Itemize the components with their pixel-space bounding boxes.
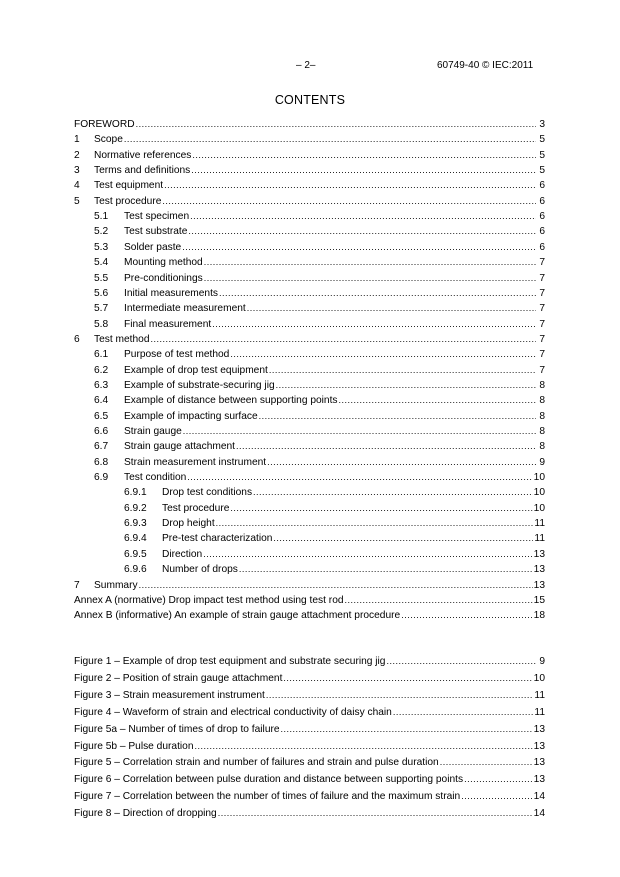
toc-page-number: 6 xyxy=(539,226,545,238)
toc-number: 6.9.4 xyxy=(124,533,147,545)
toc-entry[interactable] xyxy=(74,439,545,453)
toc-dot-leader xyxy=(236,439,536,453)
toc-number: 6.9.2 xyxy=(124,502,147,514)
toc-label: Test method xyxy=(94,333,150,345)
toc-number: 5.4 xyxy=(94,257,109,269)
figure-label: Figure 7 – Correlation between the number of times of failure and the maximum strain xyxy=(74,791,461,803)
toc-dot-leader xyxy=(230,501,532,515)
toc-dot-leader xyxy=(269,363,536,377)
toc-entry[interactable] xyxy=(74,117,545,131)
toc-dot-leader xyxy=(188,224,536,238)
toc-label: Drop height xyxy=(162,518,215,530)
toc-entry[interactable] xyxy=(74,163,545,177)
toc-page-number: 7 xyxy=(539,318,545,330)
toc-entry[interactable] xyxy=(74,501,545,515)
figure-dot-leader xyxy=(195,739,533,753)
figure-page-number: 13 xyxy=(533,757,545,769)
toc-entry[interactable] xyxy=(74,516,545,530)
toc-page-number: 8 xyxy=(539,410,545,422)
toc-number: 5.5 xyxy=(94,272,109,284)
toc-dot-leader xyxy=(192,148,536,162)
toc-dot-leader xyxy=(162,194,536,208)
toc-label: Normative references xyxy=(94,149,192,161)
toc-page-number: 10 xyxy=(533,487,545,499)
toc-entry[interactable] xyxy=(74,271,545,285)
toc-number: 6 xyxy=(74,333,80,345)
toc-page-number: 5 xyxy=(539,149,545,161)
toc-dot-leader xyxy=(190,209,536,223)
toc-entry[interactable] xyxy=(74,332,545,346)
toc-dot-leader xyxy=(253,485,533,499)
toc-entry[interactable] xyxy=(74,485,545,499)
toc-entry[interactable] xyxy=(74,178,545,192)
figure-label: Figure 5b – Pulse duration xyxy=(74,740,194,752)
toc-dot-leader xyxy=(401,608,532,622)
figure-entry[interactable] xyxy=(74,654,545,668)
toc-number: 5.1 xyxy=(94,211,109,223)
figure-page-number: 13 xyxy=(533,723,545,735)
toc-label: Example of impacting surface xyxy=(124,410,258,422)
toc-label: Test equipment xyxy=(94,180,164,192)
figure-page-number: 10 xyxy=(533,672,545,684)
toc-number: 6.9.5 xyxy=(124,548,147,560)
figure-page-number: 13 xyxy=(533,774,545,786)
figure-page-number: 14 xyxy=(533,808,545,820)
toc-label: Direction xyxy=(162,548,203,560)
figure-label: Figure 3 – Strain measurement instrument xyxy=(74,689,265,701)
toc-label: Strain gauge attachment xyxy=(124,441,236,453)
toc-page-number: 7 xyxy=(539,364,545,376)
toc-label: Summary xyxy=(94,579,138,591)
toc-page-number: 8 xyxy=(539,395,545,407)
toc-label: Solder paste xyxy=(124,241,182,253)
toc-number: 6.9.1 xyxy=(124,487,147,499)
toc-dot-leader xyxy=(164,178,536,192)
figure-dot-leader xyxy=(386,654,536,668)
toc-dot-leader xyxy=(183,424,536,438)
toc-page-number: 8 xyxy=(539,441,545,453)
toc-dot-leader xyxy=(259,409,536,423)
toc-number: 6.9.3 xyxy=(124,518,147,530)
figure-page-number: 11 xyxy=(534,706,545,718)
figure-dot-leader xyxy=(393,705,534,719)
toc-entry[interactable] xyxy=(74,224,545,238)
toc-label: Test procedure xyxy=(94,195,162,207)
toc-number: 6.6 xyxy=(94,426,109,437)
figure-dot-leader xyxy=(283,671,532,685)
toc-label: Example of drop test equipment xyxy=(124,364,268,376)
toc-page-number: 9 xyxy=(539,456,545,468)
toc-number: 6.1 xyxy=(94,349,109,361)
toc-label: Test condition xyxy=(124,472,187,484)
toc-number: 5.8 xyxy=(94,318,109,330)
toc-label: Annex B (informative) An example of strain gauge attachment procedure xyxy=(74,610,401,622)
toc-entry[interactable] xyxy=(74,578,545,592)
toc-dot-leader xyxy=(216,516,534,530)
toc-dot-leader xyxy=(204,255,536,269)
figure-page-number: 11 xyxy=(534,689,545,701)
toc-page-number: 6 xyxy=(539,211,545,223)
toc-page-number: 10 xyxy=(533,472,545,484)
figure-label: Figure 5 – Correlation strain and number of failures and strain and pulse duration xyxy=(74,757,439,769)
standard-reference: 60749-40 © IEC:2011 xyxy=(437,60,534,71)
toc-number: 6.7 xyxy=(94,441,109,453)
toc-label: Strain gauge xyxy=(124,426,182,437)
toc-dot-leader xyxy=(219,286,536,300)
toc-label: Scope xyxy=(94,134,123,146)
toc-label: Test specimen xyxy=(124,211,190,223)
figure-dot-leader xyxy=(440,755,533,769)
toc-page-number: 15 xyxy=(533,594,545,606)
toc-label: Example of distance between supporting points xyxy=(124,395,338,407)
running-header xyxy=(0,60,620,76)
toc-label: Annex A (normative) Drop impact test method using test rod xyxy=(74,594,344,606)
figure-label: Figure 1 – Example of drop test equipment and substrate securing jig xyxy=(74,656,386,667)
toc-dot-leader xyxy=(191,163,536,177)
toc-dot-leader xyxy=(204,271,536,285)
toc-entry[interactable] xyxy=(74,424,545,438)
toc-page-number: 10 xyxy=(533,502,545,514)
page-number: – 2– xyxy=(296,60,316,71)
figure-page-number: 14 xyxy=(533,791,545,803)
toc-number: 2 xyxy=(74,149,80,161)
figure-entry[interactable] xyxy=(74,772,545,786)
figure-label: Figure 5a – Number of times of drop to failure xyxy=(74,723,280,735)
toc-entry[interactable] xyxy=(74,301,545,315)
toc-page-number: 13 xyxy=(533,548,545,560)
toc-dot-leader xyxy=(151,332,537,346)
toc-dot-leader xyxy=(212,317,536,331)
toc-label: Drop test conditions xyxy=(162,487,253,499)
toc-entry[interactable] xyxy=(74,547,545,561)
toc-dot-leader xyxy=(239,562,533,576)
toc-page-number: 7 xyxy=(539,272,545,284)
toc-number: 6.9 xyxy=(94,472,109,484)
toc-page-number: 5 xyxy=(539,165,545,177)
figure-entry[interactable] xyxy=(74,705,545,719)
toc-number: 3 xyxy=(74,165,80,177)
toc-dot-leader xyxy=(203,547,532,561)
toc-label: Final measurement xyxy=(124,318,212,330)
figure-page-number: 13 xyxy=(533,740,545,752)
toc-dot-leader xyxy=(136,117,536,131)
toc-entry[interactable] xyxy=(74,286,545,300)
figure-entry[interactable] xyxy=(74,722,545,736)
toc-number: 4 xyxy=(74,180,80,192)
toc-page-number: 7 xyxy=(539,333,545,345)
toc-page-number: 3 xyxy=(539,119,545,130)
figure-dot-leader xyxy=(464,772,533,786)
toc-entry[interactable] xyxy=(74,378,545,392)
toc-dot-leader xyxy=(339,393,536,407)
figure-label: Figure 8 – Direction of dropping xyxy=(74,808,217,820)
figure-entry[interactable] xyxy=(74,806,545,820)
figure-entry[interactable] xyxy=(74,789,545,803)
toc-entry[interactable] xyxy=(74,240,545,254)
figure-dot-leader xyxy=(461,789,532,803)
toc-label: Purpose of test method xyxy=(124,349,230,361)
toc-number: 5.2 xyxy=(94,226,109,238)
toc-label: Intermediate measurement xyxy=(124,303,246,315)
toc-label: Example of substrate-securing jig xyxy=(124,379,275,391)
toc-number: 6.8 xyxy=(94,456,109,468)
toc-entry[interactable] xyxy=(74,608,545,622)
toc-number: 1 xyxy=(74,134,80,146)
figure-dot-leader xyxy=(218,806,533,820)
toc-page-number: 6 xyxy=(539,241,545,253)
toc-label: Test substrate xyxy=(124,226,188,238)
toc-page-number: 8 xyxy=(539,426,545,437)
toc-entry[interactable] xyxy=(74,531,545,545)
toc-dot-leader xyxy=(276,378,536,392)
figure-entry[interactable] xyxy=(74,671,545,685)
toc-label: Pre-test characterization xyxy=(162,533,273,545)
toc-entry[interactable] xyxy=(74,470,545,484)
toc-page-number: 6 xyxy=(539,195,545,207)
figure-label: Figure 6 – Correlation between pulse duration and distance between supporting points xyxy=(74,774,464,786)
toc-page-number: 7 xyxy=(539,287,545,299)
toc-entry[interactable] xyxy=(74,194,545,208)
toc-page-number: 7 xyxy=(539,257,545,269)
toc-label: FOREWORD xyxy=(74,119,135,130)
toc-number: 6.5 xyxy=(94,410,109,422)
toc-page-number: 8 xyxy=(539,379,545,391)
toc-dot-leader xyxy=(124,132,536,146)
toc-page-number: 18 xyxy=(533,610,545,622)
toc-dot-leader xyxy=(187,470,532,484)
toc-page-number: 11 xyxy=(534,518,545,530)
figure-dot-leader xyxy=(266,688,534,702)
toc-page-number: 6 xyxy=(539,180,545,192)
toc-number: 6.9.6 xyxy=(124,564,147,576)
toc-entry[interactable] xyxy=(74,347,545,361)
toc-entry[interactable] xyxy=(74,593,545,607)
toc-entry[interactable] xyxy=(74,132,545,146)
figure-entry[interactable] xyxy=(74,755,545,769)
figure-entry[interactable] xyxy=(74,688,545,702)
toc-number: 7 xyxy=(74,579,80,591)
toc-number: 5.3 xyxy=(94,241,109,253)
toc-label: Mounting method xyxy=(124,257,203,269)
toc-entry[interactable] xyxy=(74,317,545,331)
toc-number: 6.4 xyxy=(94,395,109,407)
toc-page-number: 5 xyxy=(539,134,545,146)
toc-page-number: 7 xyxy=(539,349,545,361)
toc-number: 5 xyxy=(74,195,80,207)
toc-number: 5.6 xyxy=(94,287,109,299)
toc-page-number: 7 xyxy=(539,303,545,315)
toc-entry[interactable] xyxy=(74,148,545,162)
toc-entry[interactable] xyxy=(74,363,545,377)
figure-entry[interactable] xyxy=(74,739,545,753)
toc-page-number: 11 xyxy=(534,533,545,545)
toc-entry[interactable] xyxy=(74,255,545,269)
toc-dot-leader xyxy=(345,593,533,607)
toc-label: Test procedure xyxy=(162,502,230,514)
toc-dot-leader xyxy=(267,455,536,469)
toc-entry[interactable] xyxy=(74,393,545,407)
toc-dot-leader xyxy=(182,240,536,254)
toc-dot-leader xyxy=(273,531,533,545)
toc-entry[interactable] xyxy=(74,562,545,576)
toc-dot-leader xyxy=(139,578,533,592)
toc-entry[interactable] xyxy=(74,209,545,223)
figure-label: Figure 2 – Position of strain gauge attachment xyxy=(74,672,283,684)
toc-dot-leader xyxy=(230,347,536,361)
toc-page-number: 13 xyxy=(533,564,545,576)
figure-dot-leader xyxy=(281,722,533,736)
toc-dot-leader xyxy=(247,301,536,315)
toc-entry[interactable] xyxy=(74,409,545,423)
figure-label: Figure 4 – Waveform of strain and electrical conductivity of daisy chain xyxy=(74,706,392,718)
toc-number: 6.2 xyxy=(94,364,109,376)
figure-page-number: 9 xyxy=(539,656,545,667)
toc-label: Number of drops xyxy=(162,564,238,576)
toc-label: Initial measurements xyxy=(124,287,218,299)
toc-label: Terms and definitions xyxy=(94,165,191,177)
contents-title: CONTENTS xyxy=(274,93,346,107)
toc-label: Strain measurement instrument xyxy=(124,456,267,468)
toc-entry[interactable] xyxy=(74,455,545,469)
toc-number: 5.7 xyxy=(94,303,109,315)
toc-number: 6.3 xyxy=(94,379,109,391)
toc-label: Pre-conditionings xyxy=(124,272,203,284)
toc-page-number: 13 xyxy=(533,579,545,591)
